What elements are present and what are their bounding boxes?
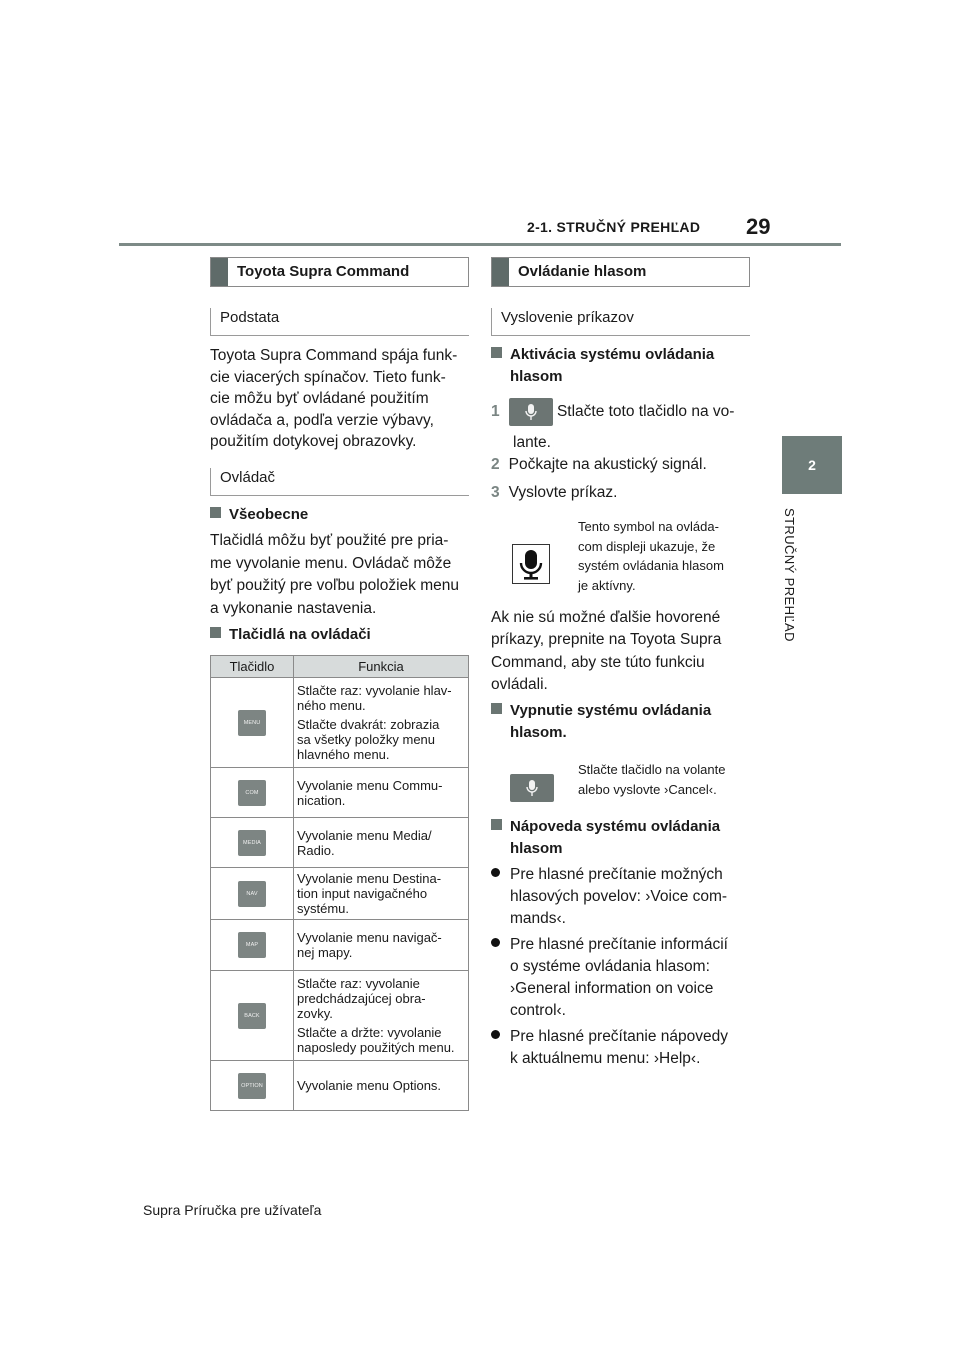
help-bullet-1: Pre hlasné prečítanie možných hlasových povelov: ›Voice com- mands‹.	[491, 864, 766, 930]
table-row: BACK Stlačte raz: vyvolanie predchádzajúcej obra- zovky. Stlačte a držte: vyvolanie naposledy použitých menu.	[211, 971, 469, 1061]
column-header-function: Funkcia	[294, 656, 469, 678]
subheading-ovladac: Ovládač	[210, 468, 469, 496]
subheading-commands: Vyslovenie príkazov	[491, 308, 750, 336]
map-key-icon: MAP	[238, 932, 266, 958]
step-2: 2 Počkajte na akustický signál.	[491, 456, 707, 473]
section-banner-supra-command: Toyota Supra Command	[210, 257, 469, 287]
header-rule	[119, 243, 841, 246]
step-3: 3 Vyslovte príkaz.	[491, 484, 618, 501]
media-key-icon: MEDIA	[238, 830, 266, 856]
heading-help: Nápoveda systému ovládania hlasom	[491, 816, 761, 860]
menu-key-icon: MENU	[238, 710, 266, 736]
symbol-note: Tento symbol na ovláda- com displeji ukazuje, že systém ovládania hlasom je aktívny.	[578, 519, 724, 593]
no-more-commands-paragraph: Ak nie sú možné ďalšie hovorené príkazy, prepnite na Toyota Supra Command, aby ste túto funkciu ovládali.	[491, 609, 722, 693]
page-footer: Supra Príručka pre užívateľa	[143, 1202, 322, 1218]
table-row: MEDIA Vyvolanie menu Media/ Radio.	[211, 818, 469, 868]
help-bullet-2: Pre hlasné prečítanie informácií o systéme ovládania hlasom: ›General information on voice control‹.	[491, 934, 766, 1022]
heading-activation: Aktivácia systému ovládania hlasom	[491, 344, 761, 388]
step-1: 1 Stlačte toto tlačidlo na vo- lante.	[491, 398, 761, 454]
table-row: MENU Stlačte raz: vyvolanie hlav- ného menu. Stlačte dvakrát: zobrazia sa všetky položky menu hlavného menu.	[211, 678, 469, 768]
heading-vseobecne: Všeobecne	[210, 504, 308, 526]
intro-paragraph: Toyota Supra Command spája funk- cie viacerých spínačov. Tieto funk- cie môžu byť ovládané použitím ovládača a, podľa verzie výbavy, použitím dotykovej obrazovky.	[210, 347, 458, 450]
section-banner-voice-control: Ovládanie hlasom	[491, 257, 750, 287]
table-row: COM Vyvolanie menu Commu- nication.	[211, 768, 469, 818]
chapter-label: STRUČNÝ PREHĽAD	[782, 508, 797, 642]
nav-key-icon: NAV	[238, 881, 266, 907]
heading-switch-off: Vypnutie systému ovládania hlasom.	[491, 700, 761, 744]
table-row: OPTION Vyvolanie menu Options.	[211, 1061, 469, 1111]
column-header-button: Tlačidlo	[211, 656, 294, 678]
com-key-icon: COM	[238, 780, 266, 806]
help-bullet-3: Pre hlasné prečítanie nápovedy k aktuálnemu menu: ›Help‹.	[491, 1026, 766, 1070]
option-key-icon: OPTION	[238, 1073, 266, 1099]
subheading-podstata: Podstata	[210, 308, 469, 336]
heading-buttons: Tlačidlá na ovládači	[210, 624, 371, 646]
page-number: 29	[746, 214, 771, 239]
chapter-tab: 2	[782, 436, 842, 494]
general-paragraph: Tlačidlá môžu byť použité pre pria- me vyvolanie menu. Ovládač môže byť použitý pre voľbu položiek menu a vykonanie nastavenia.	[210, 532, 459, 617]
table-row: MAP Vyvolanie menu navigač- nej mapy.	[211, 920, 469, 971]
voice-off-button	[510, 774, 554, 802]
buttons-table	[210, 655, 469, 1111]
voice-button-icon	[510, 774, 554, 802]
running-header: 2-1. STRUČNÝ PREHĽAD	[527, 219, 701, 235]
microphone-icon	[512, 544, 550, 584]
voice-button-icon	[509, 398, 553, 426]
back-key-icon: BACK	[238, 1003, 266, 1029]
table-row: NAV Vyvolanie menu Destina- tion input navigačného systému.	[211, 868, 469, 920]
switch-off-note: Stlačte tlačidlo na volante alebo vyslovte ›Cancel‹.	[578, 762, 726, 797]
